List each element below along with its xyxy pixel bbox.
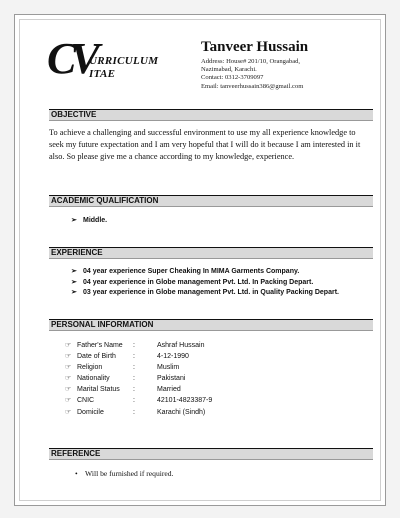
- reference-heading: REFERENCE: [49, 448, 373, 460]
- objective-heading: OBJECTIVE: [49, 109, 373, 121]
- academic-list: [71, 216, 107, 227]
- cv-logo: [47, 34, 187, 97]
- academic-heading: ACADEMIC QUALIFICATION: [49, 195, 373, 207]
- bullet-dot-icon: •: [75, 469, 78, 478]
- contact-line: Contact: 0312-3709097: [201, 74, 264, 82]
- pointing-hand-icon: ☞: [65, 342, 72, 349]
- objective-text: To achieve a challenging and successful environment to use my all experience knowledge to seek my future expectation and I am very hopeful that I will do it because I am interested in it also. So please give me a chance according to my knowledge, experience.: [49, 128, 361, 161]
- contact-block: [201, 58, 303, 91]
- arrow-bullet-icon: ➢: [71, 289, 77, 296]
- experience-heading: EXPERIENCE: [49, 247, 373, 259]
- reference-text-row: • Will be furnished if required.: [75, 469, 174, 478]
- list-item: ➢ 04 year experience in Globe management Pvt. Ltd. In Packing Depart.: [71, 278, 339, 289]
- list-item: ➢ Middle.: [71, 216, 107, 227]
- arrow-bullet-icon: ➢: [71, 268, 77, 275]
- personal-heading: PERSONAL INFORMATION: [49, 319, 373, 331]
- resume-page: CV URRICULUM ITAE Tanveer Hussain Address: House# 201/10, Orangabad, Nazimabad, Karachi. Contact: 0312-3709097 Email: tanveerhussain386@gmail.com OBJECTIVE To achieve a challenging and successful environment to use my all experience knowledge to seek my future expectation and I am very hopeful that I will do it because I am interested in it also. So please give me a chance according to my knowledge, experience. ACADEMIC QUALIFICATION ➢ Middle. EXPERIENCE ➢ 04 year experience Super Cheaking In MIMA Garments Company. ➢ 04 year experience in Globe management Pvt. Ltd. In Packing Depart. ➢ 03 year experience in Globe management Pvt. Ltd. in Quality Packing Depart. PERSONAL INFORMATION ☞ Father's Name : Ashraf Hussain ☞ Date of Birth : 4-12-1990 ☞ Religion : Muslim ☞ Nationality : Pakistani ☞ Marital Status : Married ☞ CNIC : 42101-4823387-9 ☞ Domicile : Karachi (Sindh) REFERENCE • Will be furnished if required.: [14, 14, 386, 506]
- arrow-bullet-icon: ➢: [71, 217, 77, 224]
- experience-list: [71, 267, 339, 299]
- email-line: Email: tanveerhussain386@gmail.com: [201, 82, 304, 90]
- candidate-name: Tanveer Hussain: [201, 39, 309, 55]
- pointing-hand-icon: ☞: [65, 408, 72, 416]
- pointing-hand-icon: ☞: [65, 386, 72, 394]
- address-line: Address: House# 201/10, Orangabad,: [201, 58, 301, 65]
- cv-logo-letters: CV: [47, 34, 94, 83]
- pointing-hand-icon: ☞: [65, 353, 72, 361]
- address-line: Nazimabad, Karachi.: [201, 66, 257, 74]
- pointing-hand-icon: ☞: [65, 375, 72, 383]
- pointing-hand-icon: ☞: [65, 397, 72, 405]
- list-item: ➢ 04 year experience Super Cheaking In MIMA Garments Company.: [71, 267, 339, 278]
- cv-logo-line1: URRICULUM: [89, 55, 159, 67]
- list-item: ➢ 03 year experience in Globe management Pvt. Ltd. in Quality Packing Depart.: [71, 288, 339, 299]
- arrow-bullet-icon: ➢: [71, 278, 77, 286]
- cv-logo-line2: ITAE: [89, 68, 116, 80]
- pointing-hand-icon: ☞: [65, 364, 72, 372]
